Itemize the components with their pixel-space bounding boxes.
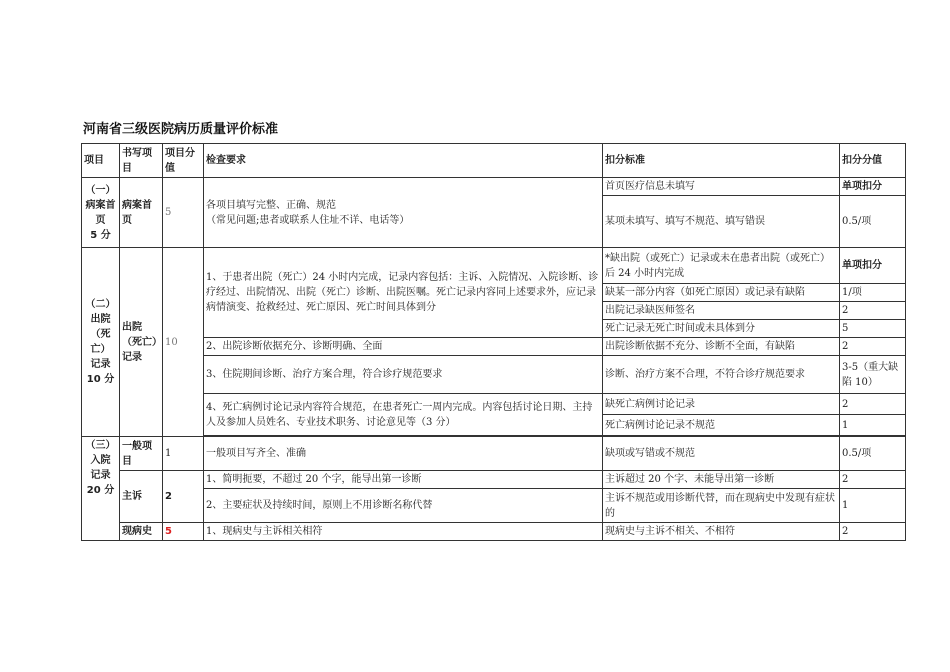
deduction-value: 0.5/项 [840,437,906,471]
table-row [82,248,906,284]
section-2-line: （死亡） [90,329,111,355]
deduction-value: 2 [840,338,906,356]
deduction-standard: 死亡记录无死亡时间或未具体到分 [603,320,840,338]
section-3-line: 记录 [90,470,111,481]
section-3-line: 入院 [90,455,111,466]
section-3-present-writing: 现病史 [120,523,163,541]
deduction-value: 单项扣分 [840,178,906,196]
section-3-general-writing: 一般项目 [120,437,163,471]
section-2-requirement-2: 2、出院诊断依据充分、诊断明确、全面 [204,338,603,356]
section-3-present-requirement: 1、现病史与主诉相关相符 [204,523,603,541]
table-row [82,523,906,541]
deduction-value: 2 [840,523,906,541]
deduction-value: 2 [840,394,906,415]
section-3-general-requirement: 一般项目写齐全、准确 [204,437,603,471]
section-3-chief-requirement-1: 1、简明扼要，不超过 20 个字，能导出第一诊断 [204,471,603,489]
header-writing-item: 书写项目 [120,144,163,178]
section-2-line: 出院 [90,314,111,325]
table-row [82,489,906,523]
quality-standard-table [81,143,906,541]
section-1-line: （一） [85,184,116,196]
deduction-standard: 出院诊断依据不充分、诊断不全面，有缺陷 [603,338,840,356]
deduction-standard: *缺出院（或死亡）记录或未在患者出院（或死亡）后 24 小时内完成 [603,248,840,284]
deduction-standard: 主诉超过 20 个字、未能导出第一诊断 [603,471,840,489]
section-3-line: （三） [85,440,116,451]
deduction-value: 2 [840,302,906,320]
header-deduction-standard: 扣分标准 [603,144,840,178]
section-3-chief-writing: 主诉 [120,471,163,523]
table-row [82,356,906,394]
deduction-value: 5 [840,320,906,338]
deduction-standard: 某项未填写、填写不规范、填写错误 [603,196,840,248]
section-3-line: 20 分 [86,485,115,496]
deduction-standard: 缺死亡病例讨论记录 [603,394,840,415]
section-3-item [82,437,120,541]
section-1-line: 5 分 [90,229,111,241]
deduction-standard: 出院记录缺医师签名 [603,302,840,320]
section-1-score: 5 [163,178,204,248]
section-2-score: 10 [163,248,204,437]
deduction-standard: 首页医疗信息未填写 [603,178,840,196]
section-2-writing-item: 出院（死亡）记录 [120,248,163,437]
section-3-present-score: 5 [163,523,204,541]
deduction-standard: 缺项或写错或不规范 [603,437,840,471]
deduction-standard: 现病史与主诉不相关、不相符 [603,523,840,541]
section-2-line: 10 分 [86,374,115,385]
deduction-value: 单项扣分 [840,248,906,284]
header-item-score: 项目分值 [163,144,204,178]
section-2-line: （二） [85,299,116,310]
section-1-item [82,178,120,248]
header-item: 项目 [82,144,120,178]
header-row [82,144,906,178]
deduction-value: 1 [840,489,906,523]
section-3-general-score: 1 [163,437,204,471]
deduction-value: 1/项 [840,284,906,302]
section-2-requirement-1: 1、于患者出院（死亡）24 小时内完成，记录内容包括：主诉、入院情况、入院诊断、诊疗经过、出院情况、出院（死亡）诊断、出院医嘱。死亡记录内容同上述要求外，应记录病情演变、抢救经过、死亡原因、死亡时间具体到分 [204,248,603,338]
document-title: 河南省三级医院病历质量评价标准 [83,122,279,137]
deduction-standard: 死亡病例讨论记录不规范 [603,415,840,436]
section-1-requirement: 各项目填写完整、正确、规范 （常见问题;患者或联系人住址不详、电话等） [204,178,603,248]
section-2-line: 记录 [90,359,111,370]
section-2-requirement-4: 4、死亡病例讨论记录内容符合规范，在患者死亡一周内完成。内容包括讨论日期、主持人及参加人员姓名、专业技术职务、讨论意见等（3 分） [204,394,603,436]
table-row [82,178,906,196]
section-1-writing-item: 病案首页 [120,178,163,248]
table-row [82,338,906,356]
table-row [82,471,906,489]
section-3-chief-requirement-2: 2、主要症状及持续时间，原则上不用诊断名称代替 [204,489,603,523]
header-deduction-value: 扣分分值 [840,144,906,178]
deduction-value: 3-5（重大缺陷 10） [840,356,906,394]
section-2-requirement-3: 3、住院期间诊断、治疗方案合理，符合诊疗规范要求 [204,356,603,394]
deduction-value: 2 [840,471,906,489]
table-row [82,394,906,415]
section-2-item [82,248,120,437]
deduction-standard: 主诉不规范或用诊断代替，而在现病史中发现有症状的 [603,489,840,523]
deduction-value: 1 [840,415,906,436]
section-1-line: 病案首页 [85,199,116,226]
deduction-standard: 诊断、治疗方案不合理，不符合诊疗规范要求 [603,356,840,394]
section-3-chief-score: 2 [163,471,204,523]
deduction-standard: 缺某一部分内容（如死亡原因）或记录有缺陷 [603,284,840,302]
deduction-value: 0.5/项 [840,196,906,248]
table-row [82,437,906,471]
header-check-requirement: 检查要求 [204,144,603,178]
